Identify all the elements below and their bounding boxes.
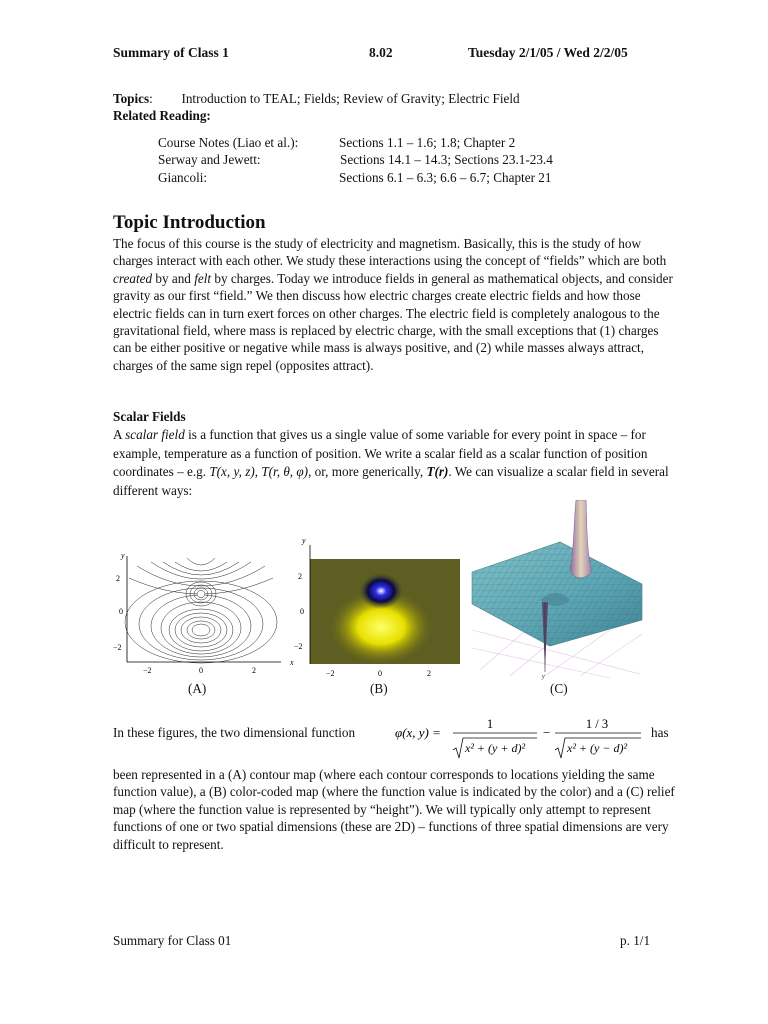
eq-lhs: φ(x, y) = bbox=[395, 725, 441, 740]
fig-a-y-label: y bbox=[121, 551, 125, 560]
footer-left: Summary for Class 01 bbox=[113, 933, 232, 948]
topics-label: Topics bbox=[113, 91, 150, 106]
topics-text: Introduction to TEAL; Fields; Review of Gravity; Electric Field bbox=[181, 91, 520, 106]
topic-intro-heading: Topic Introduction bbox=[113, 212, 266, 233]
eq-num2: 1 / 3 bbox=[585, 717, 609, 731]
fig-b-xtick-0: 0 bbox=[378, 669, 382, 678]
caption-a: (A) bbox=[188, 681, 207, 696]
figure-a-contour-map bbox=[113, 548, 283, 678]
figure-b-color-map bbox=[288, 535, 460, 680]
reading-sections-1: Sections 1.1 – 1.6; 1.8; Chapter 2 bbox=[339, 135, 516, 150]
caption-c: (C) bbox=[550, 681, 568, 696]
equation-lead: In these figures, the two dimensional function bbox=[113, 725, 356, 740]
fig-a-xtick-m2: −2 bbox=[143, 666, 152, 675]
caption-b: (B) bbox=[370, 681, 388, 696]
footer-right: p. 1/1 bbox=[620, 933, 651, 948]
related-reading-label: Related Reading: bbox=[113, 108, 211, 123]
expr-spherical: T(r, θ, φ) bbox=[261, 464, 309, 479]
fig-b-ytick-m2: −2 bbox=[294, 642, 303, 651]
expr-generic: T(r) bbox=[426, 464, 449, 479]
fig-b-y-label: y bbox=[302, 536, 306, 545]
eq-den2: x² + (y − d)² bbox=[567, 741, 628, 755]
eq-den1: x² + (y + d)² bbox=[465, 741, 526, 755]
topics-line: Topics: Introduction to TEAL; Fields; Review of Gravity; Electric Field bbox=[113, 91, 520, 106]
fig-a-ytick-m2: −2 bbox=[113, 643, 122, 652]
fig-c-y-label: y bbox=[542, 674, 545, 680]
header-left: Summary of Class 1 bbox=[113, 45, 229, 60]
header-right: Tuesday 2/1/05 / Wed 2/2/05 bbox=[468, 45, 628, 60]
after-equation-paragraph: been represented in a (A) contour map (where each contour corresponds to locations yielding the same function value), a (B) color-coded map (where the function value is indicated by the color) and a (C) relief map (where the function value is represented by “height”). We will typically only attempt to represent functions of one or two spatial dimensions (these are 2D) – functions of three spatial dimensions are very difficult to represent. bbox=[113, 767, 675, 852]
fig-b-ytick-2: 2 bbox=[298, 572, 302, 581]
reading-sections-3: Sections 6.1 – 6.3; 6.6 – 6.7; Chapter 21 bbox=[339, 170, 552, 185]
fig-a-xtick-2: 2 bbox=[252, 666, 256, 675]
topic-intro-paragraph: The focus of this course is the study of electricity and magnetism. Basically, this is the study of how charges interact with each other. We study these interactions using the concept of “fields” which are both created by and felt by charges. Today we introduce fields in general as mathematical objects, and consider gravity as our first “field.” We then discuss how electric charges create electric fields and how those electric fields can in turn exert forces on other charges. The electric field is completely analogous to the gravitational field, where mass is replaced by electric charge, with the small exceptions that (1) charges can be either positive or negative while mass is always positive, and (2) while masses always attract, charges of the same sign repel (opposites attract). bbox=[113, 236, 673, 373]
fig-a-ytick-2: 2 bbox=[116, 574, 120, 583]
reading-sections-2: Sections 14.1 – 14.3; Sections 23.1-23.4 bbox=[340, 152, 553, 167]
figure-c-relief-map bbox=[470, 500, 645, 680]
eq-minus: − bbox=[543, 725, 551, 740]
contour-lines bbox=[125, 558, 277, 663]
expr-cartesian: T(x, y, z) bbox=[209, 464, 255, 479]
fig-a-xtick-0: 0 bbox=[199, 666, 203, 675]
equation-tail: has bbox=[651, 725, 669, 740]
fig-b-ytick-0: 0 bbox=[300, 607, 304, 616]
eq-num1: 1 bbox=[486, 717, 494, 731]
fig-b-xtick-2: 2 bbox=[427, 669, 431, 678]
reading-source-2: Serway and Jewett: bbox=[158, 152, 261, 167]
fig-b-xtick-m2: −2 bbox=[326, 669, 335, 678]
reading-source-1: Course Notes (Liao et al.): bbox=[158, 135, 299, 150]
reading-source-3: Giancoli: bbox=[158, 170, 208, 185]
header-center: 8.02 bbox=[369, 45, 393, 60]
fig-a-ytick-0: 0 bbox=[119, 607, 123, 616]
scalar-fields-paragraph: A scalar field is a function that gives us a single value of some variable for every point in space – for example, temperature as a function of position. We write a scalar field as a scalar function of position coordinates – e.g. T(x, y, z), T(r, θ, φ), or, more generically, T(r). We can visualize a scalar field in several different ways: bbox=[113, 427, 669, 498]
scalar-fields-heading: Scalar Fields bbox=[113, 409, 186, 424]
equation-formula bbox=[395, 712, 650, 762]
fig-b-x-label: x bbox=[290, 658, 294, 667]
